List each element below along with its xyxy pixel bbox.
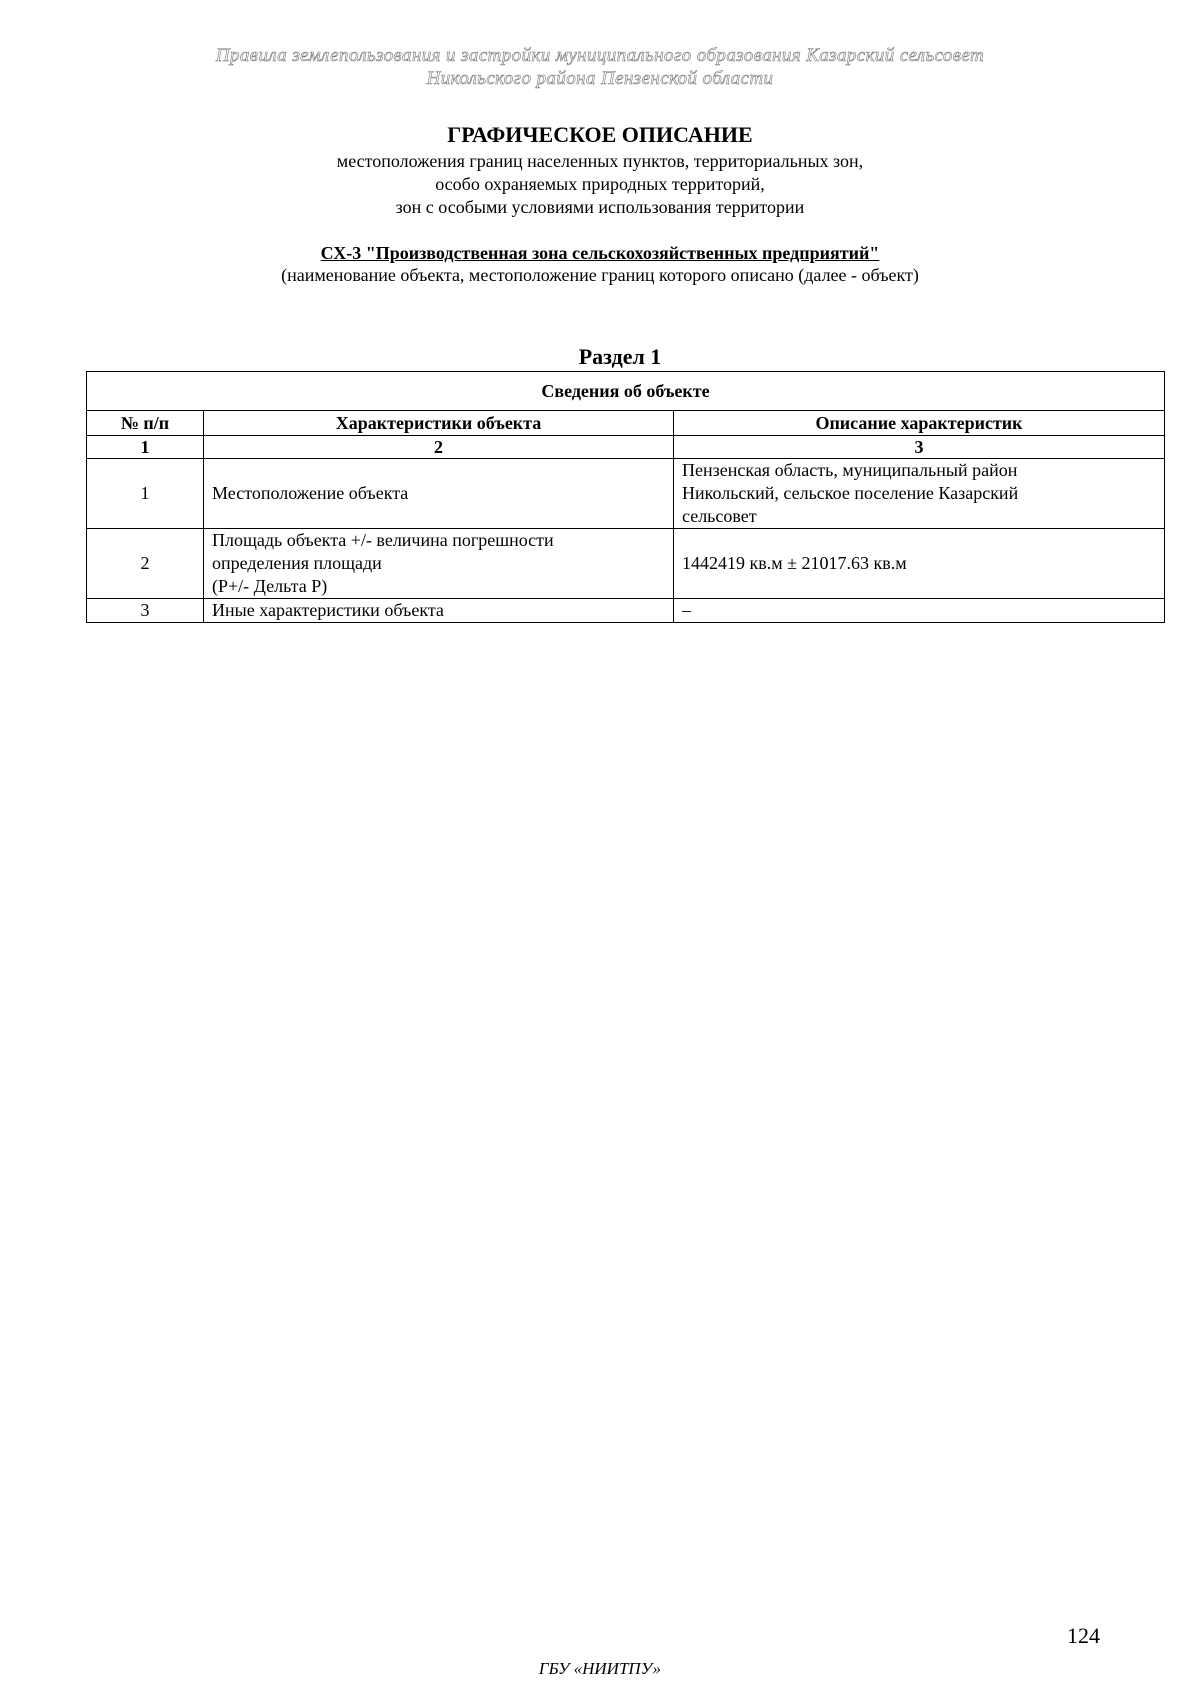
description-line: сельсовет (682, 506, 757, 526)
table-caption: Сведения об объекте (87, 372, 1165, 411)
table-row (87, 599, 1165, 623)
description-line: Пензенская область, муниципальный район (682, 460, 1018, 480)
column-number: 2 (204, 436, 674, 459)
row-description (674, 459, 1165, 529)
description-line: Никольский, сельское поселение Казарский (682, 483, 1019, 503)
row-characteristic (204, 599, 674, 623)
section-title: Раздел 1 (578, 344, 662, 369)
row-number: 3 (87, 599, 204, 623)
table-row (87, 459, 1165, 529)
table-header-row (87, 411, 1165, 436)
row-number: 1 (87, 459, 204, 529)
characteristic-line: Иные характеристики объекта (212, 600, 444, 620)
document-title: ГРАФИЧЕСКОЕ ОПИСАНИЕ (447, 122, 753, 147)
running-header (0, 44, 1200, 90)
object-caption: (наименование объекта, местоположение границ которого описано (далее - объект) (281, 265, 919, 285)
table-row (87, 529, 1165, 599)
row-characteristic (204, 459, 674, 529)
column-number: 3 (674, 436, 1165, 459)
row-description (674, 529, 1165, 599)
characteristic-line: Площадь объекта +/- величина погрешности (212, 530, 554, 550)
page-number: 124 (1067, 1623, 1100, 1648)
column-header-description: Описание характеристик (674, 411, 1165, 436)
subtitle-line-3: зон с особыми условиями использования территории (395, 197, 805, 217)
description-line: 1442419 кв.м ± 21017.63 кв.м (682, 553, 907, 573)
column-header-number: № п/п (87, 411, 204, 436)
footer-organization: ГБУ «НИИТПУ» (538, 1659, 662, 1678)
running-header-line-2: Никольского района Пензенской области (426, 68, 774, 89)
object-info-table (86, 371, 1165, 623)
characteristic-line: определения площади (212, 553, 382, 573)
table-caption-row (87, 372, 1165, 411)
object-block (0, 242, 1200, 286)
description-line: – (682, 600, 691, 620)
title-block (0, 122, 1200, 219)
row-description (674, 599, 1165, 623)
running-header-line-1: Правила землепользования и застройки муниципального образования Казарский сельсовет (215, 45, 985, 66)
column-header-characteristic: Характеристики объекта (204, 411, 674, 436)
characteristic-line: Местоположение объекта (212, 483, 409, 503)
column-number: 1 (87, 436, 204, 459)
characteristic-line: (P+/- Дельта P) (212, 576, 328, 596)
object-name: СХ-3 "Производственная зона сельскохозяйственных предприятий" (320, 243, 880, 263)
subtitle-line-1: местоположения границ населенных пунктов, территориальных зон, (336, 151, 864, 171)
row-number: 2 (87, 529, 204, 599)
row-characteristic (204, 529, 674, 599)
subtitle-line-2: особо охраняемых природных территорий, (435, 174, 765, 194)
column-number-row (87, 436, 1165, 459)
